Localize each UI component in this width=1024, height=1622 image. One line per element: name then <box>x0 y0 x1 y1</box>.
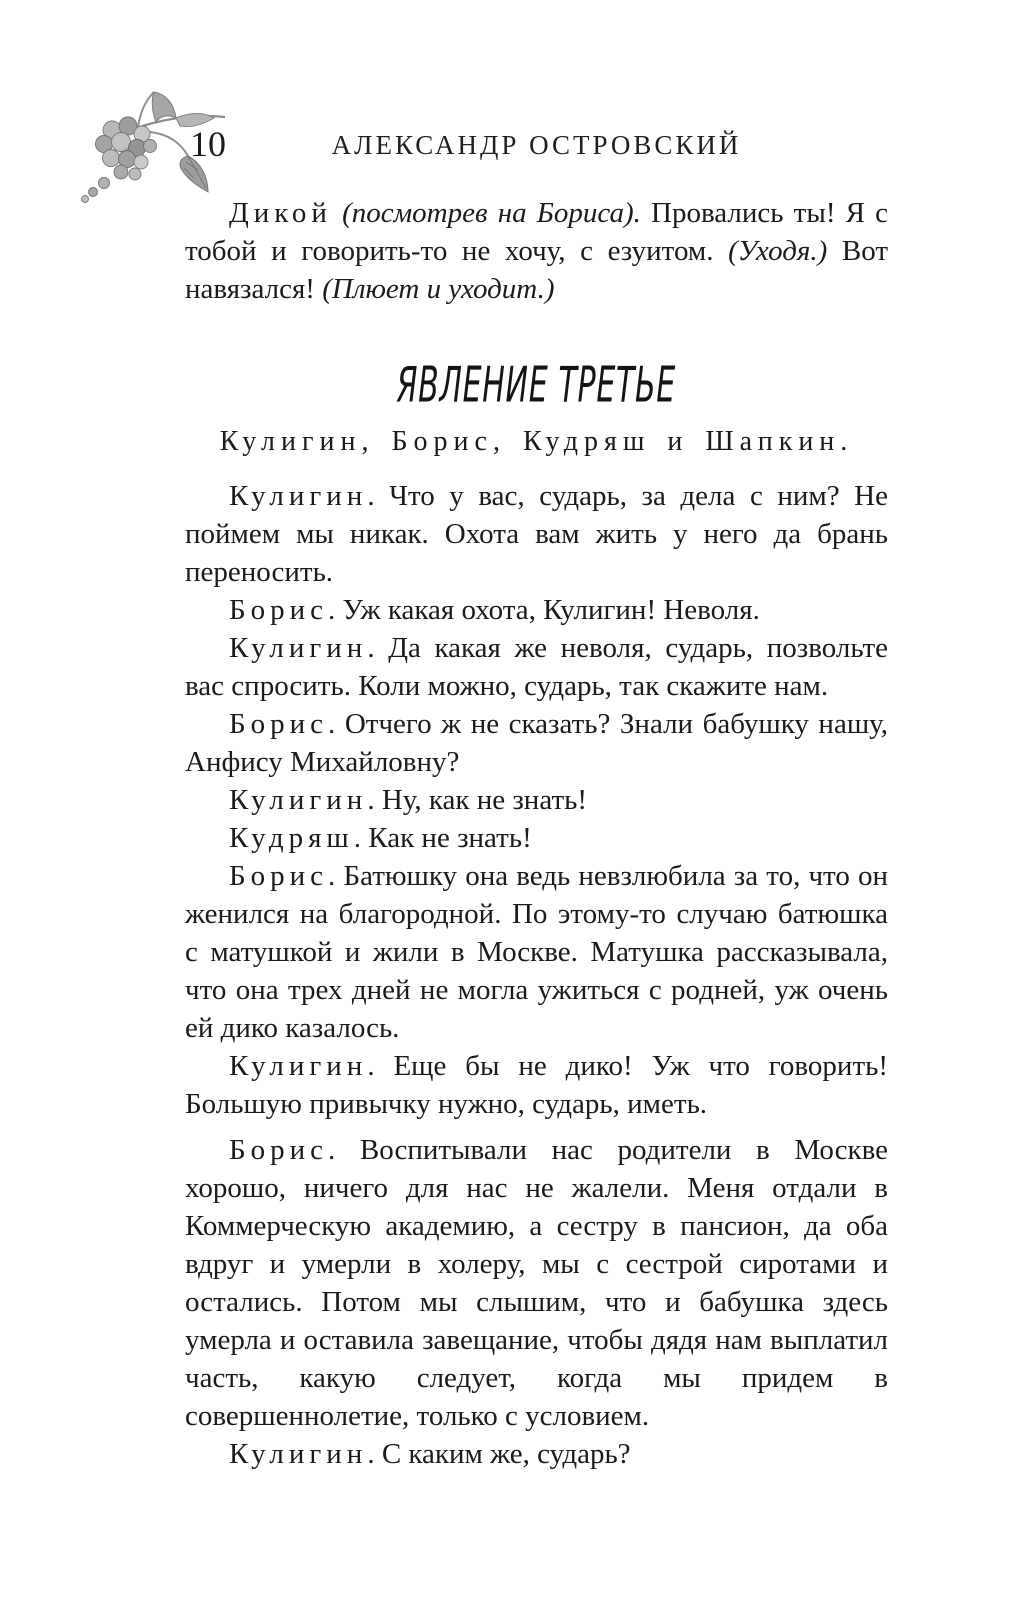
dialogue-text: . Как не знать! <box>353 821 532 854</box>
dialogue-paragraph <box>185 1047 888 1123</box>
speaker-name: Борис <box>229 859 329 892</box>
dialogue-text: . Отчего ж не сказать? Знали бабушку нашу, Анфису Михайловну? <box>185 707 888 778</box>
running-head: АЛЕКСАНДР ОСТРОВСКИЙ <box>331 130 742 160</box>
dialogue-text: . Ну, как не знать! <box>367 783 588 816</box>
speaker-name: Борис <box>229 707 329 740</box>
stage-direction: (Уходя.) <box>728 235 828 267</box>
dialogue-text: . Батюшку она ведь невзлюбила за то, что он женился на благородной. По этому-то случаю батюшка с матушкой и жили в Москве. Матушка рассказывала, что она трех дней не могла ужиться с родней, уж очень ей дико казалось. <box>185 859 888 1044</box>
dialogue-paragraph <box>185 705 888 781</box>
dialogue-text: . Еще бы не дико! Уж что говорить! Большую привычку нужно, сударь, иметь. <box>185 1049 888 1120</box>
text-blocks <box>185 194 888 1473</box>
scene-heading <box>185 356 888 415</box>
dialogue-paragraph <box>185 857 888 1047</box>
speaker-name: Кулигин <box>229 1049 368 1082</box>
stage-direction: (посмотрев на Бориса). <box>331 197 641 229</box>
speaker-name: Дикой <box>229 197 332 229</box>
dialogue-paragraph <box>185 194 888 308</box>
page-number: 10 <box>190 124 226 164</box>
dialogue-paragraph <box>185 591 888 629</box>
speaker-name: Кулигин <box>229 1437 368 1470</box>
stage-direction: (Плюет и уходит.) <box>322 273 555 305</box>
dialogue-text: . Уж какая охота, Кулигин! Неволя. <box>328 593 760 626</box>
speaker-name: Борис <box>229 593 329 626</box>
speaker-name: Кулигин <box>229 479 368 512</box>
speaker-name: Кудряш <box>229 821 354 854</box>
speaker-name: Борис <box>229 1133 329 1166</box>
dialogue-paragraph <box>185 819 888 857</box>
dialogue-text: . Воспитывали нас родители в Москве хорошо, ничего для нас не жалели. Меня отдали в Коммерческую академию, а сестру в пансион, да оба вдруг и умерли в холеру, мы с сестрой сиротами и остались. Потом мы слышим, что и бабушка здесь умерла и оставила завещание, чтобы дядя нам выплатил часть, какую следует, когда мы придем в совершеннолетие, только с условием. <box>185 1133 888 1432</box>
speaker-name: Кулигин <box>229 631 368 664</box>
scene-heading-text: ЯВЛЕНИЕ ТРЕТЬЕ <box>396 356 677 415</box>
dialogue-text: . Что у вас, сударь, за дела с ним? Не поймем мы никак. Охота вам жить у него да брань переносить. <box>185 479 888 588</box>
dialogue-paragraph <box>185 781 888 819</box>
dialogue-paragraph <box>185 629 888 705</box>
speaker-name: Кулигин <box>229 783 368 816</box>
dialogue-text: Провались ты! Я с тобой и говорить-то не хочу, с езуитом. <box>185 197 888 267</box>
dialogue-text: . С каким же, сударь? <box>367 1437 631 1470</box>
dialogue-paragraph <box>185 1131 888 1435</box>
dialogue-paragraph <box>185 477 888 591</box>
dialogue-paragraph <box>185 1435 888 1473</box>
dialogue-text: Вот навязался! <box>185 235 889 305</box>
dialogue-text: . Да какая же неволя, сударь, позвольте вас спросить. Коли можно, сударь, так скажите нам. <box>185 631 888 702</box>
cast-list: Кулигин, Борис, Кудряш и Шапкин. <box>219 425 854 457</box>
